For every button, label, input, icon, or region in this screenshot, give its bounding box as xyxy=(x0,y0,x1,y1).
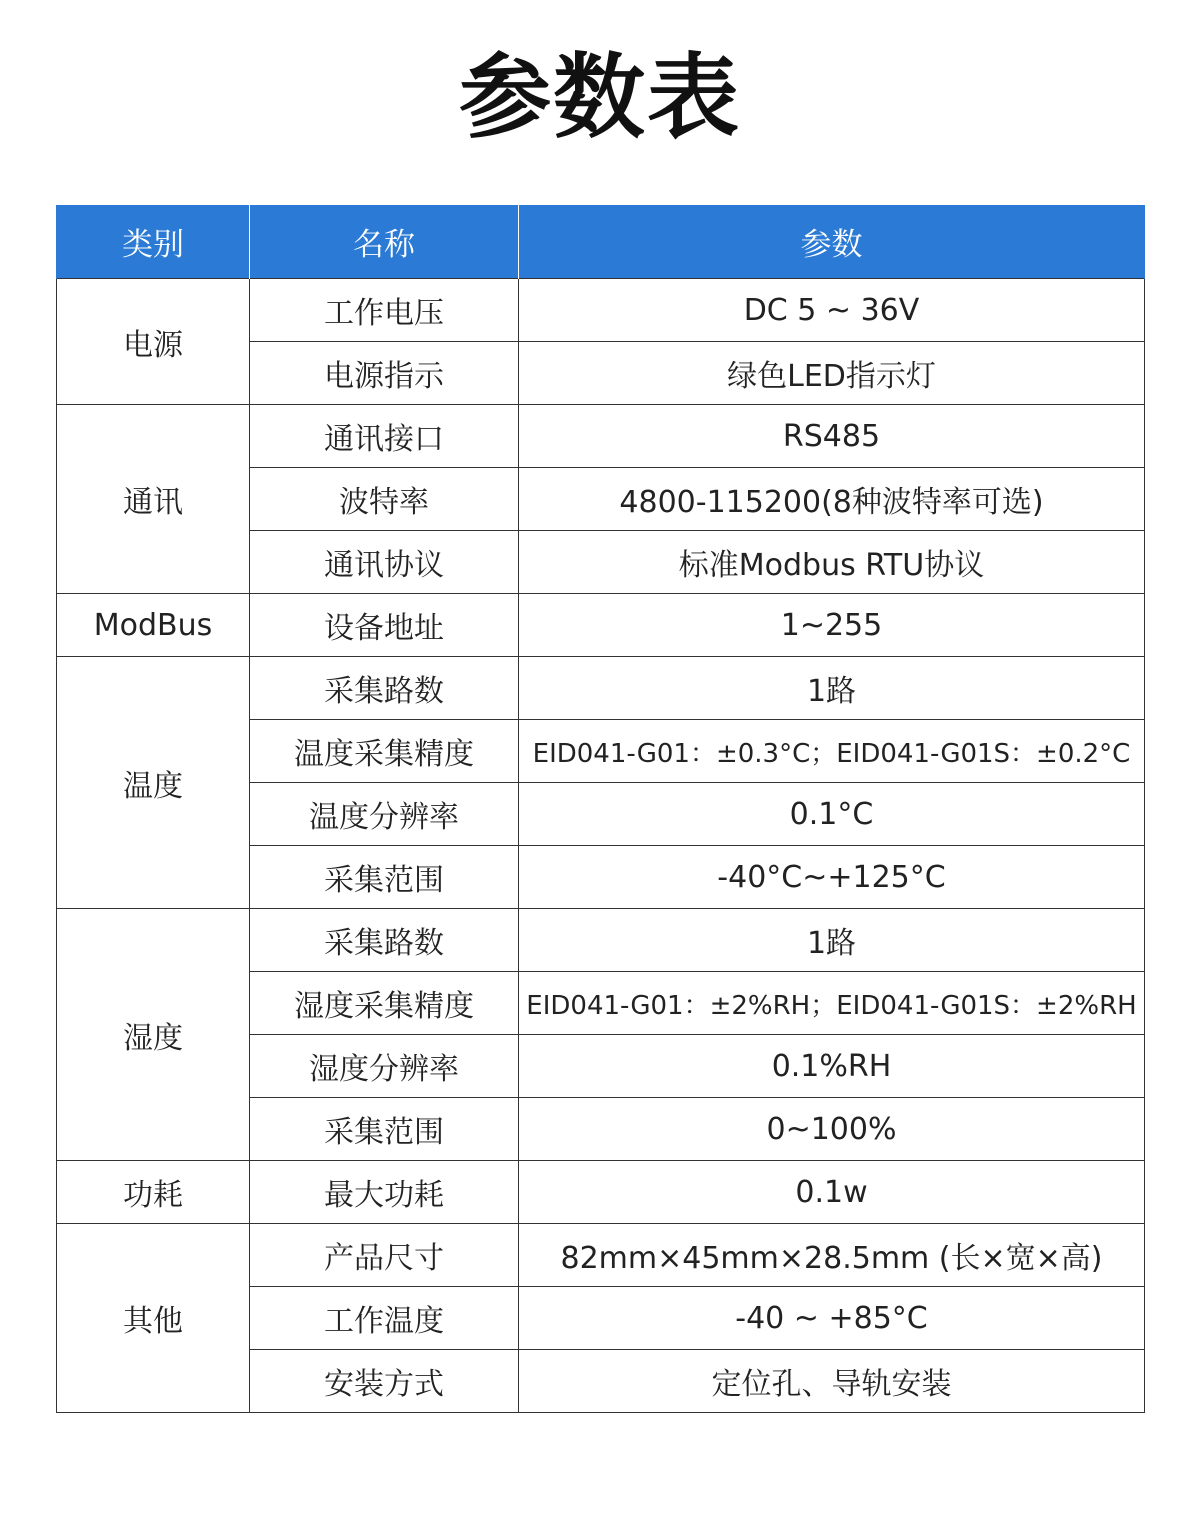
table-row xyxy=(57,1161,1145,1224)
name-cell: 采集路数 xyxy=(250,909,519,972)
name-cell: 通讯协议 xyxy=(250,531,519,594)
name-cell: 采集路数 xyxy=(250,657,519,720)
name-cell: 波特率 xyxy=(250,468,519,531)
name-cell: 安装方式 xyxy=(250,1350,519,1413)
value-cell: 1路 xyxy=(519,657,1145,720)
value-cell: 标准Modbus RTU协议 xyxy=(519,531,1145,594)
category-cell: ModBus xyxy=(57,594,250,657)
name-cell: 湿度分辨率 xyxy=(250,1035,519,1098)
category-cell: 功耗 xyxy=(57,1161,250,1224)
value-cell: RS485 xyxy=(519,405,1145,468)
value-cell: 绿色LED指示灯 xyxy=(519,342,1145,405)
name-cell: 温度分辨率 xyxy=(250,783,519,846)
table-row xyxy=(57,909,1145,972)
name-cell: 工作温度 xyxy=(250,1287,519,1350)
category-cell: 电源 xyxy=(57,279,250,405)
value-cell: EID041-G01：±0.3°C；EID041-G01S：±0.2°C xyxy=(519,720,1145,783)
value-cell: 0.1%RH xyxy=(519,1035,1145,1098)
category-cell: 温度 xyxy=(57,657,250,909)
header-name: 名称 xyxy=(250,205,519,279)
value-cell: -40 ~ +85°C xyxy=(519,1287,1145,1350)
name-cell: 采集范围 xyxy=(250,1098,519,1161)
value-cell: 1路 xyxy=(519,909,1145,972)
value-cell: -40°C~+125°C xyxy=(519,846,1145,909)
name-cell: 采集范围 xyxy=(250,846,519,909)
category-cell: 其他 xyxy=(57,1224,250,1413)
name-cell: 温度采集精度 xyxy=(250,720,519,783)
page-title: 参数表 xyxy=(458,44,741,151)
category-cell: 通讯 xyxy=(57,405,250,594)
table-row xyxy=(57,279,1145,342)
name-cell: 通讯接口 xyxy=(250,405,519,468)
spec-table xyxy=(56,205,1145,1413)
name-cell: 湿度采集精度 xyxy=(250,972,519,1035)
value-cell: DC 5 ~ 36V xyxy=(519,279,1145,342)
table-row xyxy=(57,657,1145,720)
table-header-row xyxy=(57,205,1145,279)
name-cell: 设备地址 xyxy=(250,594,519,657)
name-cell: 产品尺寸 xyxy=(250,1224,519,1287)
value-cell: 4800-115200(8种波特率可选) xyxy=(519,468,1145,531)
table-row xyxy=(57,1224,1145,1287)
value-cell: EID041-G01：±2%RH；EID041-G01S：±2%RH xyxy=(519,972,1145,1035)
name-cell: 电源指示 xyxy=(250,342,519,405)
header-param: 参数 xyxy=(519,205,1145,279)
value-cell: 0~100% xyxy=(519,1098,1145,1161)
value-cell: 0.1°C xyxy=(519,783,1145,846)
value-cell: 1~255 xyxy=(519,594,1145,657)
value-cell: 0.1w xyxy=(519,1161,1145,1224)
name-cell: 最大功耗 xyxy=(250,1161,519,1224)
category-cell: 湿度 xyxy=(57,909,250,1161)
value-cell: 82mm×45mm×28.5mm (长×宽×高) xyxy=(519,1224,1145,1287)
value-cell: 定位孔、导轨安装 xyxy=(519,1350,1145,1413)
header-category: 类别 xyxy=(57,205,250,279)
table-row xyxy=(57,405,1145,468)
name-cell: 工作电压 xyxy=(250,279,519,342)
table-row xyxy=(57,594,1145,657)
